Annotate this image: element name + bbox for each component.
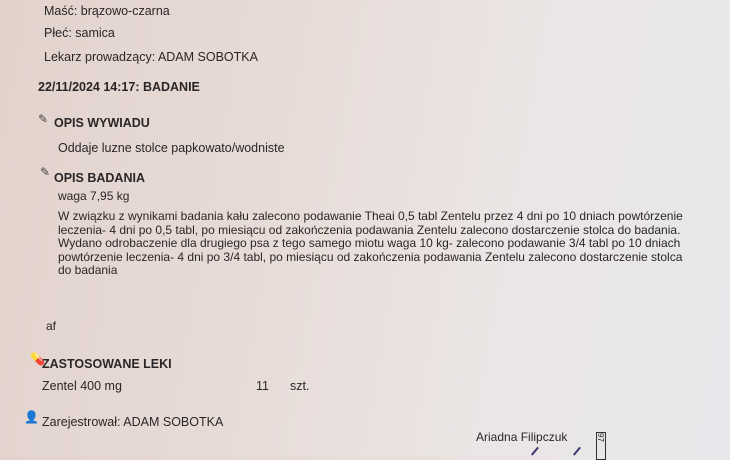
registered-by: Zarejestrował: ADAM SOBOTKA bbox=[42, 415, 224, 429]
drug-name: Zentel 400 mg bbox=[42, 379, 122, 393]
exam-paragraph-1: W związku z wynikami badania kału zalecono podawanie Theai 0,5 tabl Zentelu przez 4 dni po 10 dniach powtórzenie leczenia- 4 dni po 0,5 tabl, po miesiącu od zakończenia podawania Zentelu zalecono dostarczenie stolca do badania. bbox=[58, 209, 683, 237]
drug-unit: szt. bbox=[290, 379, 310, 393]
interview-text: Oddaje luzne stolce papkowato/wodniste bbox=[58, 141, 285, 155]
exam-paragraph-2: Wydano odrobaczenie dla drugiego psa z tego samego miotu waga 10 kg- zalecono podawanie 3/4 tabl po 10 dniach powtórzenie leczenia- 4 dni po 3/4 tabl, po miesiącu od zakończenia podawania Zentelu zalecono dostarczenie stolca do badania bbox=[58, 236, 683, 277]
weight: waga 7,95 kg bbox=[58, 189, 130, 203]
pill-icon: 💊 bbox=[30, 352, 45, 366]
pen-icon: ✎ bbox=[38, 112, 49, 126]
visit-title: 22/11/2024 14:17: BADANIE bbox=[38, 80, 200, 94]
signature-stroke bbox=[573, 447, 581, 456]
initials: af bbox=[46, 319, 57, 333]
signature-stroke bbox=[531, 447, 539, 456]
clipboard-icon: ✎ bbox=[40, 165, 51, 179]
exam-notes bbox=[58, 210, 698, 278]
signature-name: Ariadna Filipczuk bbox=[476, 430, 568, 444]
coat-color: Maść: brązowo-czarna bbox=[44, 4, 170, 18]
doctor: Lekarz prowadzący: ADAM SOBOTKA bbox=[44, 50, 258, 64]
stamp-box: 97 bbox=[596, 432, 606, 460]
user-icon: 👤 bbox=[24, 410, 39, 424]
sex: Płeć: samica bbox=[44, 26, 115, 40]
interview-heading: OPIS WYWIADU bbox=[54, 116, 150, 130]
drugs-heading: ZASTOSOWANE LEKI bbox=[42, 357, 172, 371]
drug-qty: 11 bbox=[256, 379, 269, 393]
exam-heading: OPIS BADANIA bbox=[54, 171, 145, 185]
